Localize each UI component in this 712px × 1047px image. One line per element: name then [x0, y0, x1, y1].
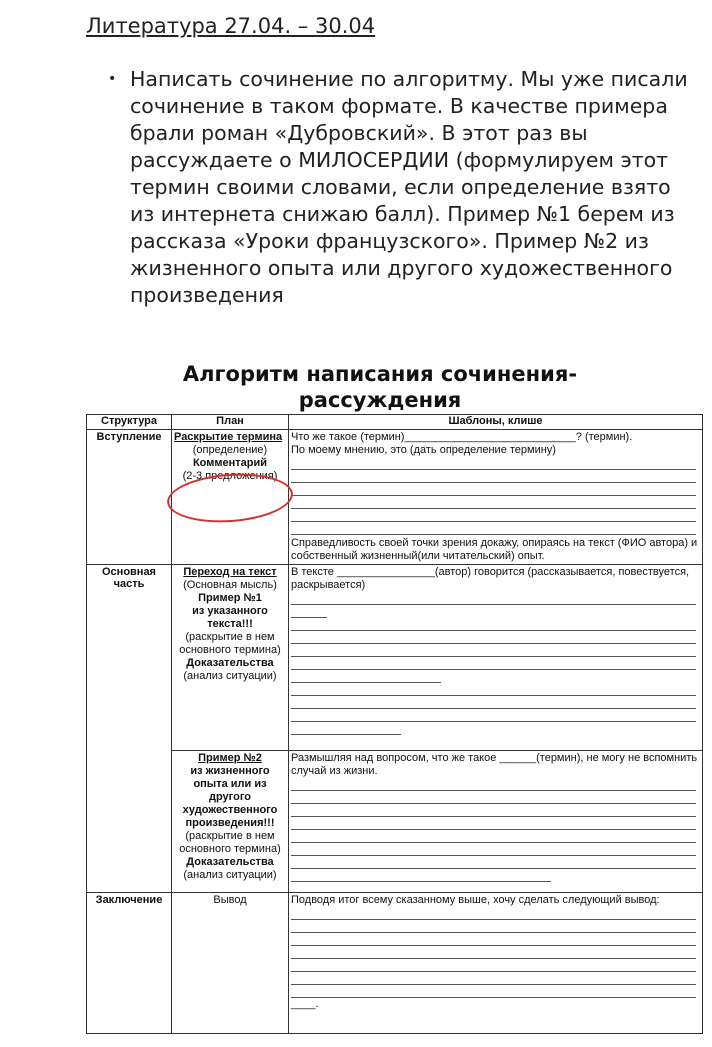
plan-main-evidence-1: Доказательства [186, 657, 274, 669]
page-title: Литература 27.04. – 30.04 [86, 14, 376, 38]
blank-line [291, 670, 441, 683]
plan-intro-sentences: (2-3 предложения) [182, 470, 278, 482]
plan-main-idea: (Основная мысль) [183, 579, 277, 591]
blank-line [291, 791, 696, 804]
blank-line [291, 804, 696, 817]
plan-main-term-2: (раскрытие в нем основного термина) [179, 830, 281, 855]
plan-main-1 [172, 565, 289, 751]
blank-line [291, 778, 696, 791]
assignment-text [108, 66, 688, 309]
table-row-conclusion [87, 893, 703, 1034]
blank-line [291, 830, 696, 843]
structure-main: Основная часть [87, 565, 172, 893]
blank-line [291, 509, 696, 522]
blank-line [291, 683, 696, 696]
plan-main-transition: Переход на текст [183, 566, 277, 578]
blank-line [291, 592, 696, 605]
plan-main-example2-source: из жизненного опыта или из другого художественного произведения!!! [182, 765, 278, 829]
blank-line [291, 869, 551, 882]
blank-line [291, 605, 327, 618]
blank-line [291, 856, 696, 869]
column-header-plan: План [172, 415, 289, 430]
blank-line [291, 522, 696, 535]
blank-line [291, 457, 696, 470]
template-intro-proof: Справедливость своей точки зрения докажу, опираясь на текст (ФИО автора) и собственный жизненный(или читательский) опыт. [291, 537, 698, 562]
template-main-1-text: В тексте ________________(автор) говорится (рассказывается, повествуется, раскрывается) [291, 566, 690, 591]
plan-main-analysis-1: (анализ ситуации) [183, 670, 277, 682]
blank-line [291, 946, 696, 959]
blank-line [291, 817, 696, 830]
blank-line [291, 644, 696, 657]
plan-main-example1-source: из указанного текста!!! [192, 605, 268, 630]
plan-intro-definition: (определение) [192, 444, 268, 456]
plan-main-term-1: (раскрытие в нем основного термина) [179, 631, 281, 656]
plan-main-analysis-2: (анализ ситуации) [183, 869, 277, 881]
plan-main-example2: Пример №2 [198, 752, 262, 764]
plan-main-example1: Пример №1 [198, 592, 262, 604]
table-row-main-2 [87, 751, 703, 893]
blank-line [291, 907, 696, 920]
bullet-icon: • [108, 71, 117, 87]
blank-line [291, 631, 696, 644]
table-header-row [87, 415, 703, 430]
blank-line [291, 920, 696, 933]
template-conclusion [289, 893, 703, 1034]
algorithm-title: Алгоритм написания сочинения-рассуждения [182, 362, 578, 412]
blank-line [291, 496, 696, 509]
template-main-2 [289, 751, 703, 893]
plan-main-2 [172, 751, 289, 893]
blank-line [291, 985, 696, 998]
blank-line [291, 722, 401, 735]
plan-intro-term: Раскрытие термина [174, 431, 283, 443]
column-header-structure: Структура [87, 415, 172, 430]
blank-line [291, 959, 696, 972]
blank-line [291, 972, 696, 985]
plan-intro-comment: Комментарий [192, 457, 268, 469]
blank-line [291, 618, 696, 631]
blank-line [291, 483, 696, 496]
blank-line [291, 933, 696, 946]
blank-line [291, 470, 696, 483]
blank-line [291, 843, 696, 856]
template-main-2-text: Размышляя над вопросом, что же такое ______(термин), не могу не вспомнить случай из жизни. [291, 752, 698, 777]
template-conclusion-end: ____. [291, 998, 319, 1010]
column-header-templates: Шаблоны, клише [289, 415, 703, 430]
plan-main-evidence-2: Доказательства [186, 856, 274, 868]
template-conclusion-text: Подводя итог всему сказанному выше, хочу сделать следующий вывод: [291, 894, 660, 906]
template-intro [289, 430, 703, 565]
blank-line [291, 696, 696, 709]
assignment-paragraph: Написать сочинение по алгоритму. Мы уже писали сочинение в таком формате. В качестве примера брали роман «Дубровский». В этот раз вы рассуждаете о МИЛОСЕРДИИ (формулируем этот термин своими словами, если определение взято из интернета снижаю балл). Пример №1 берем из рассказа «Уроки французского». Пример №2 из жизненного опыта или другого художественного произведения [130, 67, 688, 307]
plan-conclusion: Вывод [172, 893, 289, 1034]
blank-line [291, 709, 696, 722]
structure-conclusion: Заключение [87, 893, 172, 1034]
template-main-1 [289, 565, 703, 751]
table-row-main-1 [87, 565, 703, 751]
template-intro-opinion: По моему мнению, это (дать определение термину) [291, 444, 556, 456]
structure-intro: Вступление [87, 430, 172, 565]
template-intro-question: Что же такое (термин)____________________________? (термин). [291, 431, 633, 443]
blank-line [291, 657, 696, 670]
